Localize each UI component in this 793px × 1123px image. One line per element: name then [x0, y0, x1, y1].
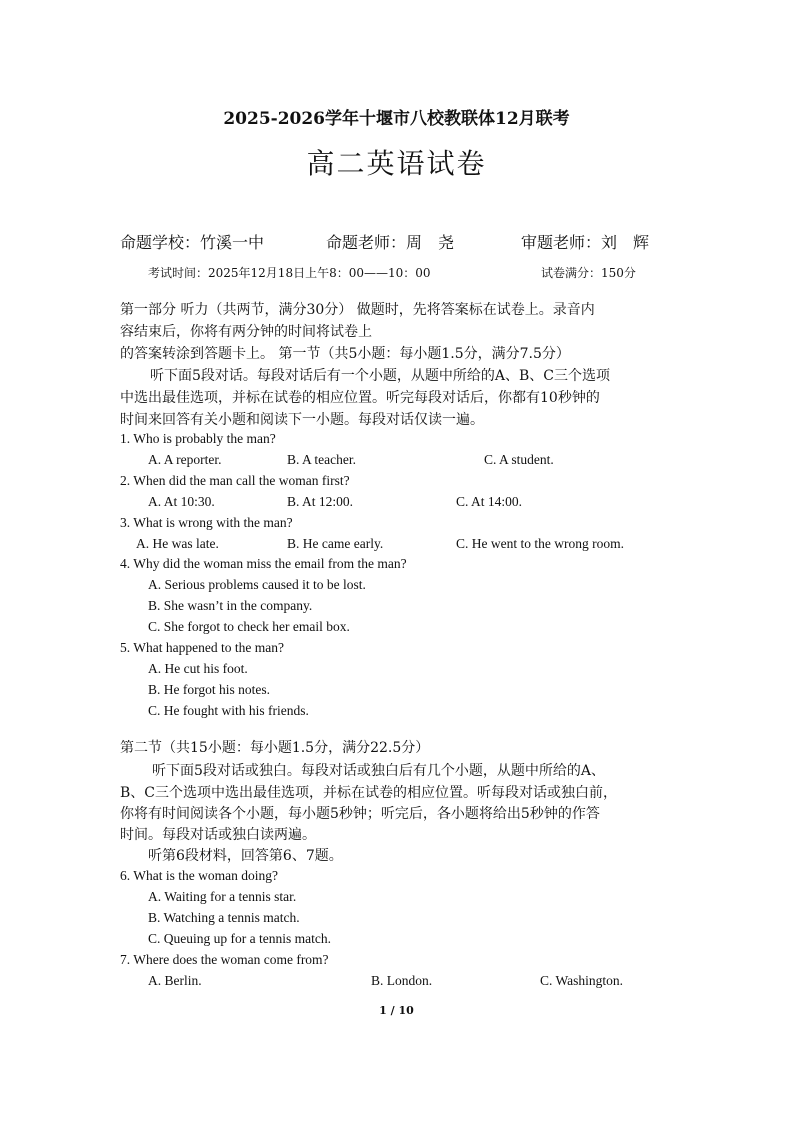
section1-instruction: 听下面5段对话。每段对话后有一个小题，从题中所给的A、B、C三个选项 — [150, 368, 611, 384]
option-b: B. At 12:00. — [287, 494, 354, 509]
option-b: B. London. — [371, 973, 433, 988]
part1-intro-line: 容结束后，你将有两分钟的时间将试卷上 — [120, 324, 372, 340]
option-c: C. He went to the wrong room. — [456, 536, 624, 551]
question-stem: 3. What is wrong with the man? — [120, 515, 293, 530]
question-stem: 4. Why did the woman miss the email from the man? — [120, 556, 407, 571]
section2-instruction: 听下面5段对话或独白。每段对话或独白后有几个小题，从题中所给的A、 — [152, 763, 606, 779]
option-b: B. A teacher. — [287, 452, 356, 467]
subject-title: 高二英语试卷 — [306, 147, 487, 180]
option-a: A. A reporter. — [148, 452, 222, 467]
option-a: A. He was late. — [136, 536, 219, 551]
section2-instruction: 你将有时间阅读各个小题，每小题5秒钟；听完后，各小题将给出5秒钟的作答 — [120, 806, 600, 822]
option-c: C. He fought with his friends. — [148, 703, 309, 718]
question-stem: 6. What is the woman doing? — [120, 868, 278, 883]
option-c: C. She forgot to check her email box. — [148, 619, 350, 634]
full-score: 试卷满分：150分 — [541, 266, 636, 280]
question-stem: 7. Where does the woman come from? — [120, 952, 329, 967]
option-c: C. At 14:00. — [456, 494, 523, 509]
option-c: C. Queuing up for a tennis match. — [148, 931, 331, 946]
option-a: A. He cut his foot. — [148, 661, 248, 676]
option-c: C. A student. — [484, 452, 554, 467]
option-a: A. At 10:30. — [148, 494, 215, 509]
question-stem: 1. Who is probably the man? — [120, 431, 276, 446]
option-b: B. He came early. — [287, 536, 384, 551]
question-stem: 5. What happened to the man? — [120, 640, 284, 655]
part1-intro-line: 第一部分 听力（共两节，满分30分） 做题时，先将答案标在试卷上。录音内 — [120, 302, 595, 318]
option-c: C. Washington. — [540, 973, 624, 988]
section1-instruction: 中选出最佳选项，并标在试卷的相应位置。听完每段对话后，你都有10秒钟的 — [120, 390, 600, 406]
exam-title: 2025-2026学年十堰市八校教联体12月联考 — [223, 109, 570, 129]
option-b: B. She wasn’t in the company. — [148, 598, 313, 613]
material-note: 听第6段材料，回答第6、7题。 — [148, 848, 343, 864]
setting-school: 命题学校：竹溪一中 — [120, 233, 265, 252]
section2-instruction: B、C三个选项中选出最佳选项，并标在试卷的相应位置。听每段对话或独白前， — [120, 785, 617, 801]
section2-instruction: 时间。每段对话或独白读两遍。 — [120, 827, 316, 843]
question-setter: 命题老师：周 尧 — [326, 233, 455, 252]
part1-intro-line: 的答案转涂到答题卡上。 第一节（共5小题：每小题1.5分，满分7.5分） — [120, 346, 570, 362]
question-reviewer: 审题老师：刘 辉 — [521, 233, 650, 252]
option-a: A. Waiting for a tennis star. — [148, 889, 297, 904]
exam-time: 考试时间：2025年12月18日上午8：00——10：00 — [148, 266, 431, 280]
option-a: A. Serious problems caused it to be lost. — [148, 577, 366, 592]
option-a: A. Berlin. — [148, 973, 202, 988]
page-number: 1 / 10 — [379, 1004, 414, 1017]
section2-heading: 第二节（共15小题：每小题1.5分，满分22.5分） — [120, 740, 430, 756]
option-b: B. He forgot his notes. — [148, 682, 270, 697]
section1-instruction: 时间来回答有关小题和阅读下一小题。每段对话仅读一遍。 — [120, 412, 484, 428]
option-b: B. Watching a tennis match. — [148, 910, 300, 925]
question-stem: 2. When did the man call the woman first? — [120, 473, 350, 488]
